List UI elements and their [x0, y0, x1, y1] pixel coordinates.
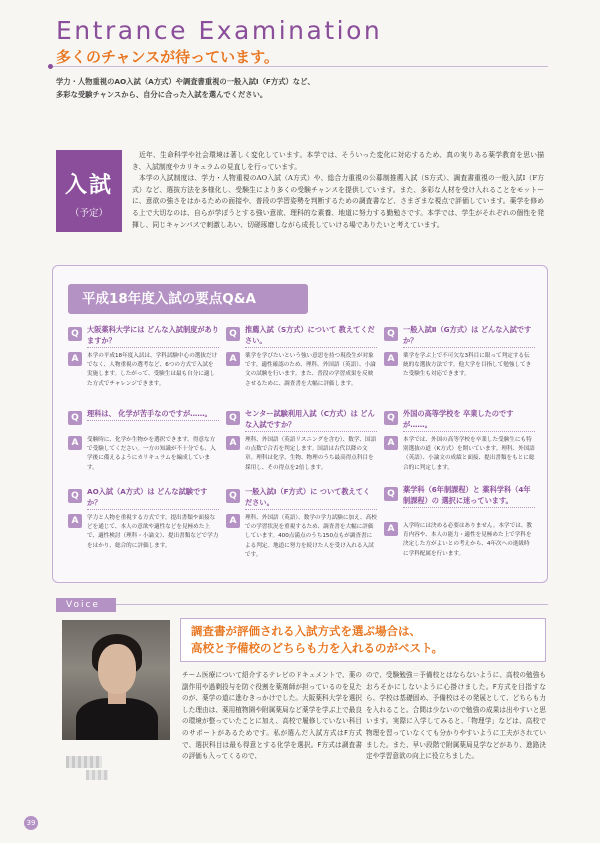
question-row — [384, 408, 534, 434]
question-badge-icon: Q — [226, 489, 240, 503]
question-badge-icon: Q — [226, 327, 240, 341]
answer-badge-icon: A — [226, 514, 240, 528]
question-badge-icon: Q — [384, 411, 398, 425]
answer-row — [68, 436, 218, 473]
page-number: 39 — [24, 816, 38, 830]
question-row — [226, 486, 376, 512]
nyushi-label-box — [56, 150, 122, 232]
question-text: 外国の高等学校を 卒業したのですが……。 — [403, 408, 535, 432]
lead-text — [56, 76, 386, 101]
answer-badge-icon: A — [226, 436, 240, 450]
intro-paragraph: 近年、生命科学や社会環境は著しく変化しています。本学では、そういった変化に対応するため、真の実りある薬学教育を思い描き、入試制度やカリキュラムの見直しを行っています。 — [132, 151, 544, 171]
qa-item — [384, 408, 534, 473]
question-text: 薬学科（6年制課程）と 薬科学科（4年制課程）の 選択に迷っています。 — [403, 484, 535, 508]
blurred-name — [66, 756, 102, 768]
question-badge-icon: Q — [384, 327, 398, 341]
voice-headline-line: 調査書が評価される入試方式を選ぶ場合は、 — [191, 624, 421, 638]
answer-badge-icon: A — [68, 352, 82, 366]
voice-label: Voice — [56, 598, 116, 612]
divider-dot-icon — [48, 64, 53, 69]
answer-row — [226, 352, 376, 389]
header-divider — [48, 66, 548, 67]
question-row — [384, 484, 534, 520]
voice-headline — [180, 618, 546, 662]
qa-item — [226, 324, 376, 389]
answer-text: 薬学を学びたいという強い意思を持つ現役生が対象です。適性確認のため、理科、外国語（英語）、小論文の試験を行います。また、普段の学習成果を反映させるために、調査書を大幅に評価します。 — [245, 353, 376, 387]
question-badge-icon: Q — [384, 487, 398, 501]
question-row — [226, 324, 376, 350]
answer-text: 入学時には決める必要はありません。本学では、教育内容や、本人の能力・適性を見極めた上で学科を決定した方がよいとの考えから、4年次への進級時に学科配属を行います。 — [403, 523, 532, 557]
qa-item — [68, 324, 218, 389]
question-badge-icon: Q — [68, 327, 82, 341]
student-photo — [62, 620, 170, 740]
question-text: 推薦入試（S方式）について 教えてください。 — [245, 324, 377, 348]
answer-text: 学力と人物を重視する方式です。提出書類や面接などを通じて、本人の意欲や適性などを見極めた上で、適性検討（理科・小論文）、提出書類などで学力をはかり、総合的に評価します。 — [87, 515, 219, 549]
qa-item — [68, 486, 218, 551]
section-title-jp: 多くのチャンスが待っています。 — [56, 48, 279, 66]
answer-badge-icon: A — [384, 522, 398, 536]
answer-row — [384, 352, 534, 380]
answer-row — [68, 514, 218, 551]
lead-line: 多彩な受験チャンスから、自分に合った入試を選んでください。 — [56, 89, 268, 99]
question-row — [68, 408, 218, 434]
question-badge-icon: Q — [68, 489, 82, 503]
lead-line: 学力・人物重視のAO入試（A方式）や調査書重視の一般入試Ⅰ（F方式）など、 — [56, 77, 315, 86]
qa-item — [384, 324, 534, 380]
question-badge-icon: Q — [68, 411, 82, 425]
qa-item — [226, 408, 376, 473]
photo-face — [98, 644, 136, 694]
voice-headline-line: 高校と予備校のどちらも力を入れるのがベスト。 — [191, 641, 443, 655]
question-text: AO入試（A方式）は どんな試験ですか？ — [87, 486, 219, 510]
qa-title: 平成18年度入試の要点Q&A — [68, 284, 308, 314]
question-text: 一般入試Ⅱ（G方式）は どんな入試ですか？ — [403, 324, 535, 348]
answer-text: 理科、外国語（英語リスニングを含む）、数学、国語の点数で合否を判定します。国語は古代以降の文章。理科は化学、生物、物理のうち最高得点科目を採用し、その得点を2倍します。 — [245, 437, 377, 471]
voice-divider — [116, 604, 548, 605]
voice-column-1: チーム医療について紹介するテレビのドキュメントで、薬の副作用や過剰投与を防ぐ役割を薬剤師が担っているのを見たのが、薬学の道に進むきっかけでした。大阪薬科大学を選択した理由は、薬用植物園や附属薬局など薬学を学ぶ上で最良の環境が整っていたことに加え、高校で履修していない科目のサポートがあるためです。私が選んだ入試方式はF方式で、選択科目は最も得意とする化学を選択。F方式は調査書の評価も入ってくるので、 — [182, 671, 362, 761]
answer-text: 本学では、外国の高等学校を卒業した受験生にも特別選抜の道（K方式）を開いています。理科、外国語（英語）、小論文の成績と面接、提出書類をもとに総合的に判定します。 — [403, 437, 535, 471]
answer-text: 薬学を学ぶ上で不可欠な3科目に限って判定する伝統的な選抜方法です。他大学を目指して勉強してきた受験生も対応できます。 — [403, 353, 532, 378]
question-row — [226, 408, 376, 434]
blurred-name-detail — [86, 770, 108, 780]
intro-paragraph: 本学の入試制度は、学力・人物重視のAO入試（A方式）や、総合力重視の公募制推薦入試（S方式）、調査書重視の一般入試Ⅰ（F方式）など、選抜方法を多様化し、受験生により多くの受験チャンスを提供しています。また、多彩な人材を受け入れることをモットーに、意欲の強さをはかるための面接や、普段の学習姿勢を判断するための調査書など、さまざまな視点で評価しています。薬学を修める上で大切なのは、自らが学ぼうとする強い意欲、理科的な素養、地道に努力する勤勉さです。本学では、学生がそれぞれの個性を発揮し、同じキャンパスで刺激しあい、切磋琢磨しながら成長していける場でありたいと考えています。 — [132, 174, 544, 229]
question-text: 大阪薬科大学には どんな入試制度がありますか？ — [87, 324, 219, 348]
qa-item — [68, 408, 218, 473]
nyushi-subtitle: （予定） — [69, 208, 108, 219]
answer-row — [226, 514, 376, 560]
answer-text: 本学の平成18年度入試は、学科試験中心の選抜だけでなく、人物重視の選考など、6つの方式で入試を実施します。したがって、受験生は最も自分に適した方式でチャレンジできます。 — [87, 353, 218, 387]
photo-body — [76, 698, 158, 740]
answer-badge-icon: A — [68, 514, 82, 528]
answer-badge-icon: A — [68, 436, 82, 450]
question-row — [384, 324, 534, 350]
nyushi-title: 入試 — [64, 173, 113, 198]
qa-item — [384, 484, 534, 559]
answer-row — [384, 436, 534, 473]
question-badge-icon: Q — [226, 411, 240, 425]
nyushi-intro — [132, 150, 544, 231]
answer-text: 理科、外国語（英語）、数学の学力試験に加え、高校での学習状況を重視するため、調査書を大幅に評価しています。400点満点のうち150点もが調査書による判定。地道に努力を続けた人を受け入れる入試です。 — [245, 515, 377, 558]
answer-row — [68, 352, 218, 389]
question-text: 理科は、 化学が苦手なのですが……。 — [87, 408, 219, 421]
answer-row — [384, 522, 534, 559]
qa-item — [226, 486, 376, 560]
answer-row — [226, 436, 376, 473]
answer-text: 受験時に、化学か生物かを選択できます。得意な方で受験してください。一方の知識が不十分でも、入学後に備えるようにカリキュラムを編成しています。 — [87, 437, 216, 471]
question-text: センター試験利用入試（C方式）は どんな入試ですか？ — [245, 408, 377, 432]
answer-badge-icon: A — [384, 436, 398, 450]
question-row — [68, 486, 218, 512]
voice-column-2: ので、受験勉強＝予備校とはならないように、高校の勉強もおろそかにしないように心掛けました。F方式を目指すなら、学校は基礎固め、予備校はその発展として、どちらも力を入れること。合間は少ないので勉強の成果は出やすいと思います。実際に入学してみると、「物理学」などは、高校で物理を習っていなくても分かりやすいように工夫がされていました。また、早い段階で附属薬局見学などがあり、進路決定や学習意欲の向上に役立ちました。 — [366, 671, 546, 761]
answer-badge-icon: A — [226, 352, 240, 366]
question-row — [68, 324, 218, 350]
question-text: 一般入試Ⅰ（F方式）に ついて教えてください。 — [245, 486, 377, 510]
section-title-en: Entrance Examination — [56, 16, 383, 45]
answer-badge-icon: A — [384, 352, 398, 366]
